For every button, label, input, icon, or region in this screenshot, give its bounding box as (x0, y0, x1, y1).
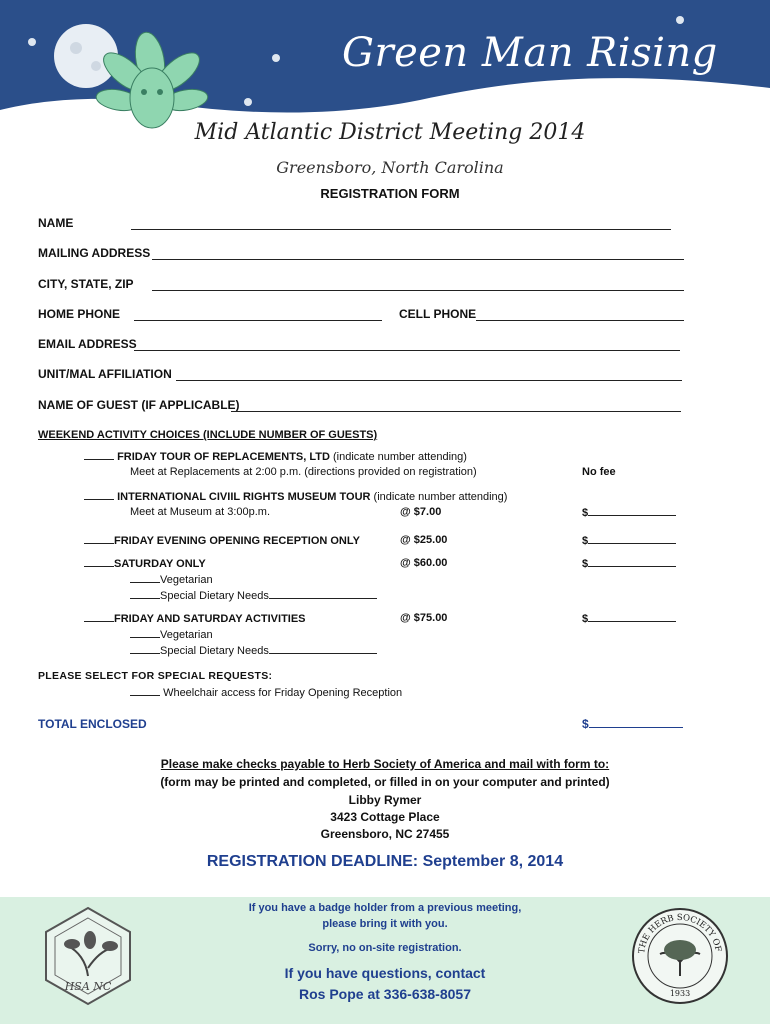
museum-tour-title: INTERNATIONAL CIVIIL RIGHTS MUSEUM TOUR (117, 491, 371, 503)
both-days-amount[interactable] (582, 612, 676, 625)
saturday-count[interactable] (84, 557, 114, 567)
header-title: Green Man Rising (342, 30, 718, 76)
saturday-price: @ $60.00 (400, 557, 448, 569)
saturday-diet-line[interactable] (269, 589, 377, 599)
hsa-nc-logo (38, 906, 138, 1011)
museum-tour-row (84, 490, 507, 503)
saturday-diet (130, 589, 377, 602)
museum-tour-note: (indicate number attending) (373, 491, 508, 503)
friday-tour-fee: No fee (582, 466, 616, 478)
dollar-sign: $ (582, 613, 589, 625)
vegetarian-label: Vegetarian (160, 629, 213, 641)
home-phone-line[interactable] (134, 320, 382, 321)
herb-society-seal (630, 906, 730, 1011)
cell-phone-label: CELL PHONE (399, 307, 477, 321)
guest-name-label: NAME OF GUEST (IF APPLICABLE) (38, 398, 240, 412)
activities-heading: WEEKEND ACTIVITY CHOICES (INCLUDE NUMBER OF GUESTS) (38, 429, 378, 441)
amount-line[interactable] (588, 557, 676, 567)
amount-line[interactable] (588, 612, 676, 622)
museum-tour-count[interactable] (84, 490, 114, 500)
email-label: EMAIL ADDRESS (38, 337, 137, 351)
saturday-vegetarian (130, 573, 213, 586)
both-days-vegetarian (130, 628, 213, 641)
friday-tour-row (84, 450, 467, 463)
friday-tour-count[interactable] (84, 450, 114, 460)
saturday-vegetarian-count[interactable] (130, 573, 160, 583)
special-requests-heading: PLEASE SELECT FOR SPECIAL REQUESTS: (38, 670, 273, 682)
both-days-count[interactable] (84, 612, 114, 622)
home-phone-label: HOME PHONE (38, 307, 121, 321)
diet-label: Special Dietary Needs (160, 590, 269, 602)
meeting-title: Mid Atlantic District Meeting 2014 (194, 120, 586, 145)
both-days-vegetarian-count[interactable] (130, 628, 160, 638)
saturday-row (84, 557, 206, 570)
phone-field[interactable] (38, 307, 688, 323)
dollar-sign: $ (582, 535, 589, 547)
reception-amount[interactable] (582, 534, 676, 547)
vegetarian-label: Vegetarian (160, 574, 213, 586)
reception-title: FRIDAY EVENING OPENING RECEPTION ONLY (114, 535, 360, 547)
museum-tour-detail: Meet at Museum at 3:00p.m. (130, 506, 271, 518)
questions-note: If you have questions, contact (284, 965, 486, 981)
cell-phone-line[interactable] (476, 320, 684, 321)
reception-count[interactable] (84, 534, 114, 544)
no-onsite-note: Sorry, no on-site registration. (308, 942, 462, 954)
wheelchair-label: Wheelchair access for Friday Opening Reception (163, 687, 403, 699)
seal-ring-text: THE HERB SOCIETY OF (637, 912, 723, 955)
form-instructions: (form may be printed and completed, or filled in on your computer and printed) (160, 775, 610, 789)
saturday-title: SATURDAY ONLY (114, 558, 206, 570)
name-label: NAME (38, 216, 74, 230)
badge-note-2: please bring it with you. (322, 918, 448, 930)
mail-city: Greensboro, NC 27455 (320, 827, 450, 841)
city-state-zip-field[interactable] (38, 277, 688, 293)
unit-affiliation-field[interactable] (38, 367, 688, 383)
header-banner (0, 0, 770, 135)
badge-note-1: If you have a badge holder from a previous meeting, (248, 902, 522, 914)
wheelchair-request (130, 686, 402, 699)
mail-recipient: Libby Rymer (348, 793, 422, 807)
both-days-diet-count[interactable] (130, 644, 160, 654)
guest-name-field[interactable] (38, 398, 688, 414)
amount-line[interactable] (588, 534, 676, 544)
meeting-location: Greensboro, North Carolina (276, 158, 504, 177)
museum-tour-price: @ $7.00 (400, 506, 442, 518)
guest-name-line[interactable] (231, 411, 681, 412)
email-field[interactable] (38, 337, 688, 353)
total-label: TOTAL ENCLOSED (38, 717, 147, 731)
friday-tour-note: (indicate number attending) (333, 451, 467, 463)
wheelchair-check[interactable] (130, 686, 160, 696)
museum-tour-amount[interactable] (582, 506, 676, 519)
reception-row (84, 534, 360, 547)
total-line[interactable] (589, 718, 683, 728)
total-amount[interactable] (582, 717, 683, 731)
reception-price: @ $25.00 (400, 534, 448, 546)
both-days-diet-line[interactable] (269, 644, 377, 654)
mail-street: 3423 Cottage Place (330, 810, 440, 824)
contact-info: Ros Pope at 336-638-8057 (299, 986, 471, 1002)
city-state-zip-line[interactable] (152, 290, 684, 291)
both-days-price: @ $75.00 (400, 612, 448, 624)
both-days-title: FRIDAY AND SATURDAY ACTIVITIES (114, 613, 306, 625)
both-days-row (84, 612, 306, 625)
dollar-sign: $ (582, 507, 589, 519)
email-line[interactable] (134, 350, 680, 351)
seal-year: 1933 (669, 989, 691, 998)
mailing-address-label: MAILING ADDRESS (38, 246, 151, 260)
mailing-address-field[interactable] (38, 246, 688, 262)
city-state-zip-label: CITY, STATE, ZIP (38, 277, 134, 291)
form-title: REGISTRATION FORM (320, 186, 460, 201)
friday-tour-detail: Meet at Replacements at 2:00 p.m. (directions provided on registration) (130, 466, 477, 478)
mailing-address-line[interactable] (152, 259, 684, 260)
hsa-nc-initials: HSA NC (64, 980, 112, 993)
saturday-diet-count[interactable] (130, 589, 160, 599)
dollar-sign: $ (582, 558, 589, 570)
both-days-diet (130, 644, 377, 657)
amount-line[interactable] (588, 506, 676, 516)
unit-affiliation-line[interactable] (176, 380, 682, 381)
registration-deadline: REGISTRATION DEADLINE: September 8, 2014 (206, 853, 564, 870)
unit-affiliation-label: UNIT/MAL AFFILIATION (38, 367, 172, 381)
diet-label: Special Dietary Needs (160, 645, 269, 657)
name-field[interactable] (38, 216, 678, 232)
friday-tour-title: FRIDAY TOUR OF REPLACEMENTS, LTD (117, 451, 330, 463)
saturday-amount[interactable] (582, 557, 676, 570)
payable-instructions: Please make checks payable to Herb Society of America and mail with form to: (160, 757, 610, 771)
dollar-sign: $ (582, 717, 589, 731)
name-line[interactable] (131, 229, 671, 230)
